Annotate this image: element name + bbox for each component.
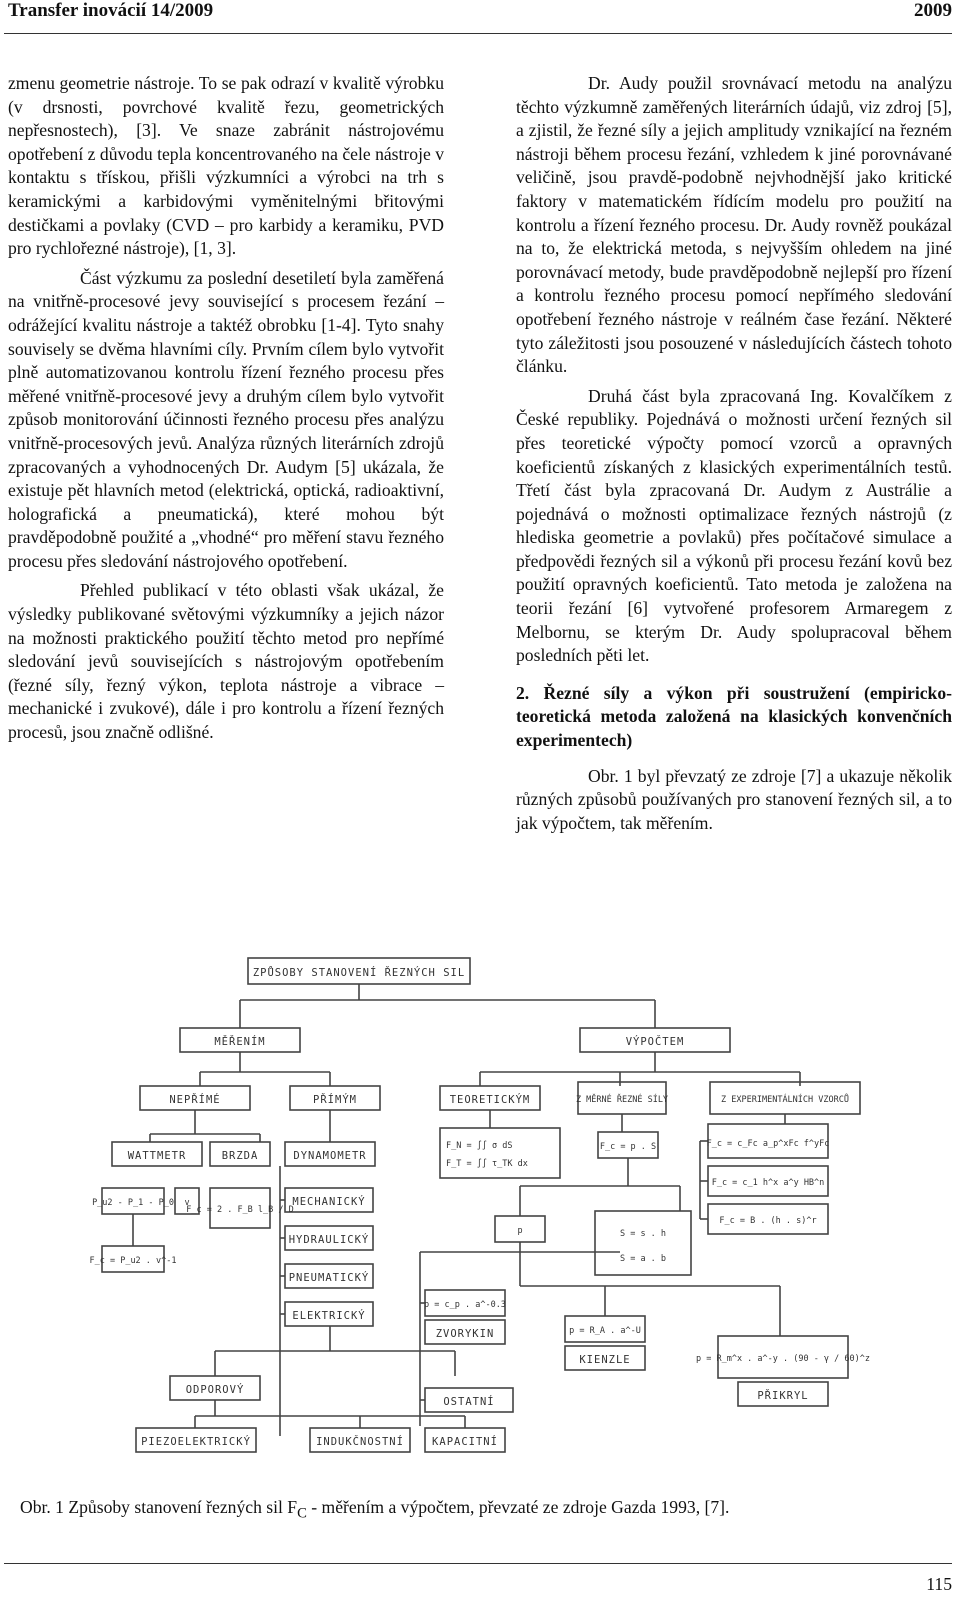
paragraph: Přehled publikací v této oblasti však ukázal, že výsledky publikované světovými výzkumníky a jejich názor na možnosti praktického použití těchto metod pro nepřímé sledování jevů souvisejících s nástrojovým opotřebením (řezné síly, řezný výkon, teplota nástroje a vibrace – mechanické i zvukové), dále i pro kontrolu a řízení řezných procesů, jsou značně odlišné. xyxy=(8,580,444,743)
hydraulic-label: HYDRAULICKÝ xyxy=(288,1234,370,1246)
formula-watt-2: F_c = P_u2 . v^-1 xyxy=(89,1256,177,1266)
dynamometer-label: DYNAMOMETR xyxy=(293,1150,367,1162)
caption-prefix: Obr. 1 Způsoby stanovení řezných sil F xyxy=(20,1497,298,1517)
measure-label: MĚŘENÍM xyxy=(214,1036,266,1048)
paragraph: zmenu geometrie nástroje. To se pak odrazí v kvalitě výrobku (v drsnosti, povrchové kvalitě řezu, geometrických nepřesnostech), [3]. Ve snaze zabránit nástrojovému opotřebení z důvodu tepla koncentrovaného na čele nástroje v kontaktu s třískou, přišli výzkumníci a výrobci na trh s keramickými a karbidovými vyměnitelnými břitovými destičkami a povlaky (CVD – pro karbidy a keramiku, PVD pro rychlořezné nástroje), [1, 3]. xyxy=(8,73,444,259)
experimental-label: Z EXPERIMENTÁLNÍCH VZORCŮ xyxy=(721,1095,849,1105)
indirect-label: NEPŘÍMÉ xyxy=(169,1094,221,1106)
inductive-label: INDUKČNOSTNÍ xyxy=(316,1436,404,1448)
calc-label: VÝPOČTEM xyxy=(625,1036,685,1048)
formula-kienzle: p = R_A . a^-U xyxy=(569,1326,641,1336)
specific-label: Z MĚRNÉ ŘEZNÉ SÍLY xyxy=(575,1095,669,1105)
journal-title: Transfer inovácií 14/2009 xyxy=(8,0,214,21)
left-column xyxy=(8,72,444,745)
formula-specific: F_c = p . S xyxy=(599,1142,657,1152)
prikryl-label: PŘIKRYL xyxy=(757,1390,809,1402)
figure-diagram xyxy=(89,956,940,1488)
paragraph: Část výzkumu za poslední desetiletí byla zaměřená na vnitřně-procesové jevy související s procesem řezání – odrážející kvalitu nástroje a taktéž obrobku [1-4]. Tyto snahy souvisely se dvěma hlavními cíly. Prvním cílem bylo vytvořit plně automatizovanou kontrolu řízení řezného procesu přes měřené vnitřně-procesové jevy a druhým cílem bylo vytvořit způsob monitorování účinnosti řezného procesu přes analýzu vnitřně-procesových jevů. Analýza různých literárních zdrojů zpracovaných a vyhodnocených Dr. Audym [5] ukázala, že existuje pět hlavních metod (elektrická, optická, radioaktivní, holografická a pneumatická), které mohou být pravděpodobně použité a „vhodné“ pro měření stavu řezného procesu přes sledování nástrojového opotřebení. xyxy=(8,267,444,571)
mechanical-label: MECHANICKÝ xyxy=(292,1196,366,1208)
formula-exp-1: F_c = c_Fc a_p^xFc f^yFc xyxy=(706,1139,830,1149)
brake-label: BRZDA xyxy=(221,1150,259,1162)
formula-s2: S = a . b xyxy=(619,1254,667,1264)
header-rule xyxy=(4,33,952,34)
piezo-label: PIEZOELEKTRICKÝ xyxy=(141,1436,251,1448)
root-label: ZPŮSOBY STANOVENÍ ŘEZNÝCH SIL xyxy=(252,967,466,979)
paragraph: Druhá část byla zpracovaná Ing. Kovalčíkem z České republiky. Pojednává o možnosti určení řezných sil přes teoretické výpočty pomocí vzorců a opravných koeficientů získaných z klasických experimentálních testů. Třetí část byla zpracovaná Dr. Audym z Austrálie a pojednává o možnosti optimalizace řezných nástrojů (z hlediska geometrie a povlaků) přes počítačové simulace a předpovědi řezných sil a výkonů při procesu řezání kovů bez použití opravných koeficientů. Tato metoda je založena na teorii řezání [6] vytvořené profesorem Armaregem z Melbornu, se kterým Dr. Audy spolupracoval během posledních pěti let. xyxy=(516,385,952,666)
formula-watt-1: P_u2 - P_1 - P_0 xyxy=(92,1198,174,1208)
figure-caption xyxy=(20,1497,940,1523)
diagram-svg xyxy=(89,956,940,1488)
formula-box xyxy=(440,1128,560,1178)
formula-theory-1: F_N = ∫∫ σ dS xyxy=(446,1141,513,1151)
other-label: OSTATNÍ xyxy=(443,1396,495,1408)
electric-label: ELEKTRICKÝ xyxy=(292,1310,366,1322)
formula-box xyxy=(595,1211,691,1275)
paragraph: Obr. 1 byl převzatý ze zdroje [7] a ukazuje několik různých způsobů používaných pro stanovení řezných sil, a to jak výpočtem, tak měřením. xyxy=(516,765,952,833)
formula-theory-2: F_T = ∫∫ τ_TK dx xyxy=(446,1159,528,1169)
direct-label: PŘÍMÝM xyxy=(313,1094,357,1106)
pneumatic-label: PNEUMATICKÝ xyxy=(288,1272,370,1284)
page-number: 115 xyxy=(926,1574,952,1594)
formula-p: p xyxy=(517,1226,523,1236)
running-header xyxy=(8,0,952,24)
footer-rule xyxy=(4,1563,952,1564)
resistive-label: ODPOROVÝ xyxy=(185,1384,245,1396)
paragraph: Dr. Audy použil srovnávací metodu na analýzu těchto výzkumně zaměřených literárních údajů, viz zdroj [5], a zjistil, že řezné síly a jejich amplitudy vznikající na řezném nástroji během procesu řezání, vzhledem k jiné porovnávané veličině, jsou pravdě-podobně nejvhodnější jako kritické faktory v matematickém řídícím modelu pro použití na kontrolu a řízení řezného procesu. Dr. Audy rovněž poukázal na to, že elektrická metoda, s nejvyšším ohledem na jiné porovnávací metody, bude pravděpodobně nejlepší pro řízení a kontrolu řezného procesu pomocí nepřímého sledování opotřebení řezného nástroje v reálném čase řezání. Některé tyto záležitosti jsou posouzené v následujících částech tohoto článku. xyxy=(516,73,952,377)
kienzle-label: KIENZLE xyxy=(579,1354,631,1366)
header-year: 2009 xyxy=(914,0,952,21)
caption-subscript: C xyxy=(297,1505,307,1522)
formula-s1: S = s . h xyxy=(619,1229,667,1239)
formula-v: v xyxy=(184,1198,190,1208)
formula-exp-2: F_c = c_1 h^x a^y HB^n xyxy=(711,1178,825,1188)
theory-label: TEORETICKÝM xyxy=(449,1094,531,1106)
formula-exp-3: F_c = B . (h . s)^r xyxy=(719,1216,817,1226)
formula-prikryl: p = R_m^x . a^-y . (90 - γ / 60)^z xyxy=(696,1354,870,1364)
capacitive-label: KAPACITNÍ xyxy=(432,1436,498,1448)
section-heading: 2. Řezné síly a výkon při soustružení (empiricko-teoretická metoda založená na klasických konvenčních experimentech) xyxy=(516,682,952,751)
right-column xyxy=(516,72,952,835)
caption-suffix: - měřením a výpočtem, převzaté ze zdroje Gazda 1993, [7]. xyxy=(306,1497,730,1517)
zvorykin-label: ZVORYKIN xyxy=(435,1328,495,1340)
formula-brake: F_c = 2 . F_B l_B / D xyxy=(186,1205,294,1215)
formula-zvorykin: p = c_p . a^-0.3 xyxy=(424,1300,506,1310)
wattmeter-label: WATTMETR xyxy=(127,1150,187,1162)
